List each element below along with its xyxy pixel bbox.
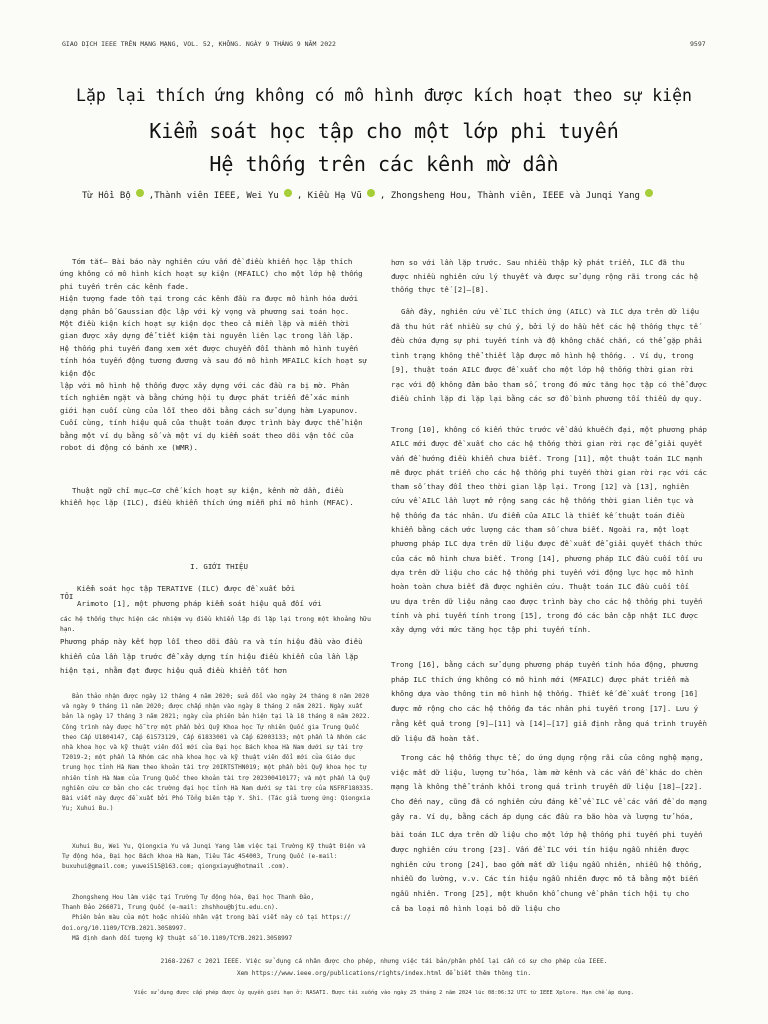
abstract: Tóm tắt— Bài báo này nghiên cứu vấn đề điều khiển học lặp thích ứng không có mô hình kích hoạt sự kiện (MFAILC) cho một lớp hệ thống phi tuyến trên các kênh fade. Hiện tượng fade tồn tại trong các kênh đầu ra được mô hình hóa dưới dạng phân bố Gaussian độc lập với kỳ vọng và phương sai toán học. Một điều kiện kích hoạt sự kiện dọc theo cả miền lặp và miền thời gian được xây dựng để tiết kiệm tài nguyên liên lạc trong lần lặp. Hệ thống phi tuyến đang xem xét được chuyển đổi thành mô hình tuyến tính hóa tuyến động tương đương và sau đó mô hình MFAILC kích hoạt sự kiện độc lập với mô hình hệ thống được xây dựng với các đầu ra bị mờ. Phân tích nghiêm ngặt và bằng chứng hội tụ được phát triển để xác minh giới hạn cuối cùng của lỗi theo dõi bằng cách sử dụng hàm Lyapunov. Cuối cùng, tính hiệu quả của thuật toán được trình bày được thể hiện bằng một ví dụ bằng số và một ví dụ kiểm soát theo dõi vận tốc của robot di động có bánh xe (WMR). [60,257,368,453]
running-header: GIAO DỊCH IEEE TRÊN MẠNG MẠNG, VOL. 52, KHÔNG. NGÀY 9 THÁNG 9 NĂM 2022 [62,40,336,48]
intro-paragraph: Kiểm soát học tập TERATIVE (ILC) được đề xuất bởi TÔI Arimoto [1], một phương pháp kiểm soát hiệu quả đối với các hệ thống thực hiện các nhiệm vụ điều khiển lặp đi lặp lại trong một khoảng hữu hạn. Phương pháp này kết hợp lỗi theo dõi đầu ra và tín hiệu đầu vào điều khiển của lần lặp trước để xây dựng tín hiệu điều khiển của lần lặp hiện tại, nhằm đạt được hiệu quả điều khiển tốt hơn [60,584,371,676]
section-heading: I. GIỚI THIỆU [190,562,248,571]
title-line-3: Hệ thống trên các kênh mờ dần [209,152,559,176]
drop-cap: TÔI [60,592,74,601]
footnote-manuscript: Bản thảo nhận được ngày 12 tháng 4 năm 2020; sửa đổi vào ngày 24 tháng 8 năm 2020 và ngày 9 tháng 11 năm 2020; được chấp nhận vào ngày 8 tháng 2 năm 2021. Ngày xuất bản là ngày 17 tháng 3 năm 2021; ngày của phiên bản hiện tại là 18 tháng 8 năm 2022. Công trình này được hỗ trợ một phần bởi Quỹ Khoa học Tự nhiên Quốc gia Trung Quốc theo Cấp U1804147, Cấp 61573129, Cấp 61833001 và Cấp 62003133; một phần là Nhóm các nhà khoa học và kỹ thuật viên đổi mới của Đại học Bách khoa Hà Nam dưới sự tài trợ T2019-2; một phần là Nhóm các nhà khoa học và kỹ thuật viên đổi mới của Giáo dục trung học tỉnh Hà Nam theo khoản tài trợ 20IRTSTHN019; một phần bởi Quỹ khoa học tự nhiên tỉnh Hà Nam của Trung Quốc theo khoản tài trợ 202300410177; và một phần là Quỹ nghiên cứu cơ bản cho các trường đại học tỉnh Hà Nam dưới sự tài trợ của NSFRF180335. Bài viết này được đề xuất bởi Phó Tổng biên tập Y. Shi. (Tác giả tương ứng: Qiongxia Yu; Xuhui Bu.) [62,693,374,813]
orcid-icon[interactable] [645,189,653,197]
author-list [82,191,722,201]
right-paragraph-1: hơn so với lần lặp trước. Sau nhiều thập kỷ phát triển, ILC đã thu được nhiều nghiên cứu lý thuyết và được sử dụng rộng rãi trong các hệ thống thực tế [2]–[8]. [391,258,699,294]
title-line-1: Lặp lại thích ứng không có mô hình được kích hoạt theo sự kiện [76,86,692,105]
author-2: ,Thành viên IEEE, Wei Yu [148,191,279,201]
page-number: 9597 [690,40,706,48]
license-notice: Việc sử dụng được cấp phép được ủy quyền giới hạn ở: NASATI. Được tải xuống vào ngày 25 tháng 2 năm 2024 lúc 08:06:32 UTC từ IEEE Xplore. Hạn chế áp dụng. [134,990,634,996]
author-1: Từ Hồi Bộ [82,191,131,201]
footnote-affiliation-1: Xuhui Bu, Wei Yu, Qiongxia Yu và Junqi Yang làm việc tại Trường Kỹ thuật Điện và Tự động hóa, Đại học Bách khoa Hà Nam, Tiêu Tác 454003, Trung Quốc (e-mail: buxuhui@gmail.com; yuwei515@163.com; qiongxiayu@hotmail .com). [62,843,366,871]
title-line-2: Kiểm soát học tập cho một lớp phi tuyến [149,119,619,143]
orcid-icon[interactable] [367,189,375,197]
right-paragraph-5: Trong các hệ thống thực tế, do ứng dụng rộng rãi của công nghệ mạng, việc mất dữ liệu, lượng tử hóa, làm mờ kênh và các vấn đề khác do chèn mạng là không thể tránh khỏi trong quá trình truyền dữ liệu [18]–[22]. Cho đến nay, cũng đã có nghiên cứu đáng kể về ILC về các vấn đề do mạng gây ra. Ví dụ, bằng cách áp dụng các đầu ra bão hòa và lượng tử hóa, [391,753,707,821]
copyright-line: 2168-2267 c 2021 IEEE. Việc sử dụng cá nhân được cho phép, nhưng việc tái bản/phân phối lại cần có sự cho phép của IEEE. [160,958,608,965]
right-paragraph-6: bài toán ILC dựa trên dữ liệu cho một lớp hệ thống phi tuyến phi tuyến được nghiên cứu trong [23]. Vấn đề ILC với tín hiệu ngẫu nhiên được nghiên cứu trong [24], bao gồm mất dữ liệu ngẫu nhiên, nhiễu hệ thống, nhiễu đo lường, v.v. Các tín hiệu ngẫu nhiên được mô tả bằng một biến ngẫu nhiên. Trong [25], một khuôn khổ chung về phân tích hội tụ cho cả ba loại mô hình loại bỏ dữ liệu cho [391,830,703,913]
right-paragraph-4: Trong [16], bằng cách sử dụng phương pháp tuyến tính hóa động, phương pháp ILC thích ứng không có mô hình mới (MFAILC) được phát triển mà không dựa vào thông tin mô hình hệ thống. Thiết kế đề xuất trong [16] được mở rộng cho các hệ thống đa tác nhân phi tuyến trong [17]. Lưu ý rằng kết quả trong [9]–[11] và [14]–[17] giả định rằng quá trình truyền dữ liệu đã hoàn tất. [391,660,707,743]
right-paragraph-2: Gần đây, nghiên cứu về ILC thích ứng (AILC) và ILC dựa trên dữ liệu đã thu hút rất nhiều sự chú ý, bởi lý do hầu hết các hệ thống thực tế đều chứa đựng sự phi tuyến tính và độ không chắc chắn, có thể gặp phải tình trạng không thể thiết lập được mô hình hệ thống. . Ví dụ, trong [9], thuật toán AILC được đề xuất cho một lớp hệ thống thời gian rời rạc với độ không đảm bảo tham số, trong đó mức tăng học tập có thể được điều chỉnh lặp đi lặp lại bằng các sơ đồ bình phương tối thiểu dự quy. [391,307,707,403]
index-terms: Thuật ngữ chỉ mục—Cơ chế kích hoạt sự kiện, kênh mờ dần, điều khiển học lặp (ILC), điều khiển thích ứng miễn phí mô hình (MFAC). [60,486,354,508]
right-paragraph-3: Trong [10], không có kiến thức trước về dấu khuếch đại, một phương pháp AILC mới được đề xuất cho các hệ thống thời gian rời rạc để giải quyết vấn đề hướng điều khiển chưa biết. Trong [11], một thuật toán ILC mạnh mẽ được phát triển cho các hệ thống phi tuyến thời gian rời rạc với các tham số thay đổi theo thời gian lặp lại. Trong [12] và [13], nghiên cứu về AILC lần lượt mở rộng sang các hệ thống thời gian liên tục và hệ thống đa tác nhân. Ưu điểm của AILC là thiết kế thuật toán điều khiển bằng cách ước lượng các tham số chưa biết. Ngoài ra, một loạt phương pháp ILC dựa trên dữ liệu được đề xuất để giải quyết thách thức của các mô hình chưa biết. Trong [14], phương pháp ILC đầu cuối tối ưu dựa trên dữ liệu cho các hệ thống phi tuyến với động lực học mô hình hoàn toàn chưa biết đã được nghiên cứu. Thuật toán ILC đầu cuối tối ưu dựa trên dữ liệu nâng cao được trình bày cho các hệ thống phi tuyến tính và phi tuyến tính trong [15], trong đó các bản cập nhật ILC được xây dựng với mức tăng học tập phi tuyến tính. [391,425,707,635]
author-4: , Zhongsheng Hou, Thành viên, IEEE và Junqi Yang [379,191,640,201]
footnote-affiliation-2: Zhongsheng Hou làm việc tại Trường Tự động hóa, Đại học Thanh Đảo, Thanh Đảo 266071, Trung Quốc (e-mail: zhshhou@bjtu.edu.cn). Phiên bản màu của một hoặc nhiều nhân vật trong bài viết này có tại https:// doi.org/10.1109/TCYB.2021.3058997. Mã định danh đối tượng kỹ thuật số 10.1109/TCYB.2021.3058997 [62,893,380,944]
author-3: , Kiều Hạ Vũ [296,191,362,201]
doi-link[interactable]: doi.org/10.1109/TCYB.2021.3058997. [62,924,187,932]
orcid-icon[interactable] [284,189,292,197]
orcid-icon[interactable] [136,189,144,197]
rights-link[interactable]: Xem https://www.ieee.org/publications/rights/index.html để biết thêm thông tin. [236,970,532,977]
